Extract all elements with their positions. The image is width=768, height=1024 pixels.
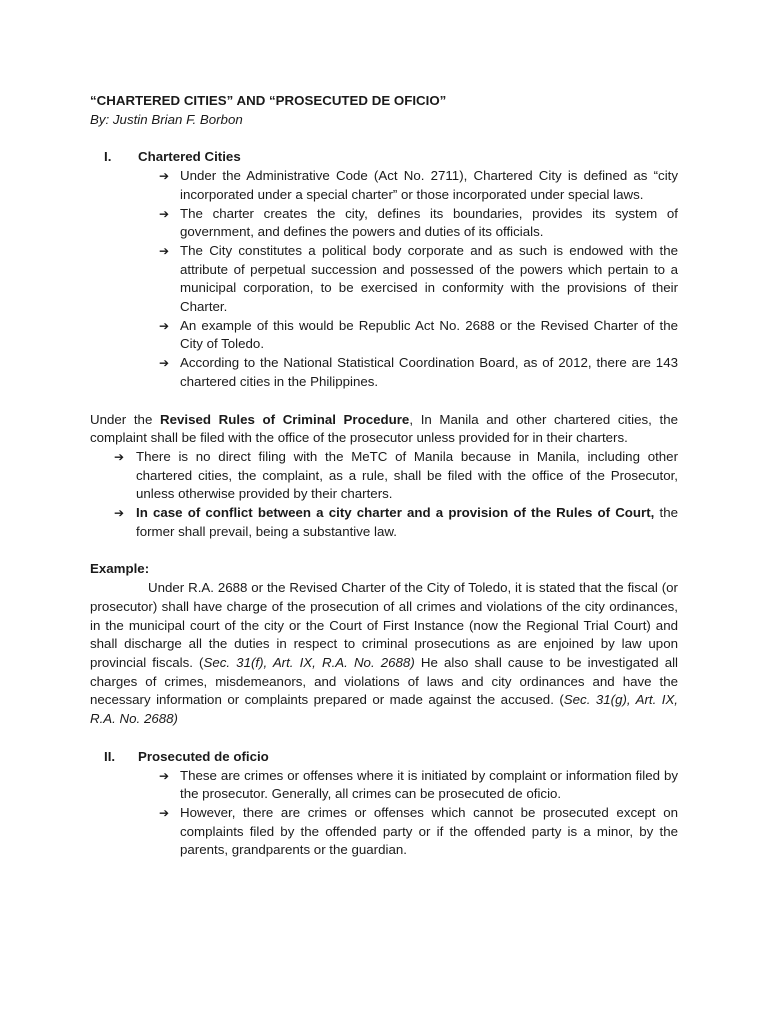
example-heading: Example: (90, 561, 150, 577)
list-item: ➔ In case of conflict between a city charter and a provision of the Rules of Court, the former shall prevail, being a substantive law. (114, 505, 678, 539)
list-item: ➔ The City constitutes a political body corporate and as such is endowed with the attribute of perpetual succession and possessed of the powers which pertain to a municipal corporation, to be exercised in conformity with the provisions of their Charter. (159, 242, 678, 315)
rules-paragraph: Under the Revised Rules of Criminal Procedure, In Manila and other chartered cities, the complaint shall be filed with the office of the prosecutor unless provided for in their charters. (90, 411, 678, 446)
arrow-bullet-icon: ➔ (159, 768, 170, 783)
section-heading-prosecuted-de-oficio (90, 748, 678, 767)
arrow-bullet-icon: ➔ (114, 449, 125, 464)
example-paragraph: Under R.A. 2688 or the Revised Charter of the City of Toledo, it is stated that the fiscal (or prosecutor) shall have charge of the prosecution of all crimes and violations of the city ordinances, in the municipal court of the city or the Court of First Instance (now the Regional Trial Court) and shall discharge all the duties in respect to criminal prosecutions as are enjoined by law upon provincial fiscals. (Sec. 31(f), Art. IX, R.A. No. 2688) He also shall cause to be investigated all charges of crimes, misdemeanors, and violations of laws and city ordinances and have the necessary information or complaints prepared or made against the accused. (Sec. 31(g), Art. IX, R.A. No. 2688) (90, 580, 679, 727)
list-item: ➔ These are crimes or offenses where it is initiated by complaint or information filed by the prosecutor. Generally, all crimes can be prosecuted de oficio. (159, 767, 678, 802)
arrow-bullet-icon: ➔ (114, 506, 125, 521)
citation: Sec. 31(g), Art. IX, R.A. No. 2688) (90, 692, 679, 727)
author-line: By: Justin Brian F. Borbon (90, 111, 243, 127)
prosecuted-de-oficio-list (90, 767, 678, 861)
arrow-bullet-icon: ➔ (159, 356, 170, 371)
arrow-bullet-icon: ➔ (159, 243, 170, 258)
list-item: ➔ The charter creates the city, defines its boundaries, provides its system of government, and defines the powers and duties of its officials. (159, 205, 678, 240)
chartered-cities-list (90, 167, 678, 391)
section-heading-chartered-cities (90, 148, 678, 167)
citation: Sec. 31(f), Art. IX, R.A. No. 2688) (203, 654, 415, 670)
section-numeral: II. (104, 748, 116, 764)
section-numeral: I. (104, 149, 112, 165)
arrow-bullet-icon: ➔ (159, 805, 170, 820)
list-item: ➔ However, there are crimes or offenses which cannot be prosecuted except on complaints filed by the offended party or if the offended party is a minor, by the parents, grandparents or the guardian. (159, 804, 678, 858)
section-title: Chartered Cities (138, 149, 241, 165)
list-item: ➔ Under the Administrative Code (Act No. 2711), Chartered City is defined as “city incorporated under a special charter” or those incorporated under special laws. (159, 168, 678, 202)
section-title: Prosecuted de oficio (138, 748, 269, 764)
document-title: “CHARTERED CITIES” AND “PROSECUTED DE OFICIO” (90, 93, 447, 108)
list-item: ➔ According to the National Statistical Coordination Board, as of 2012, there are 143 chartered cities in the Philippines. (159, 355, 678, 389)
list-item: ➔ An example of this would be Republic Act No. 2688 or the Revised Charter of the City of Toledo. (159, 317, 678, 352)
rules-title: Revised Rules of Criminal Procedure (160, 411, 410, 427)
arrow-bullet-icon: ➔ (159, 206, 170, 221)
arrow-bullet-icon: ➔ (159, 318, 170, 333)
rules-list (90, 448, 678, 542)
arrow-bullet-icon: ➔ (159, 169, 170, 184)
list-item: ➔ There is no direct filing with the MeTC of Manila because in Manila, including other chartered cities, the complaint, as a rule, shall be filed with the office of the Prosecutor, unless otherwise provided by their charters. (114, 448, 678, 502)
